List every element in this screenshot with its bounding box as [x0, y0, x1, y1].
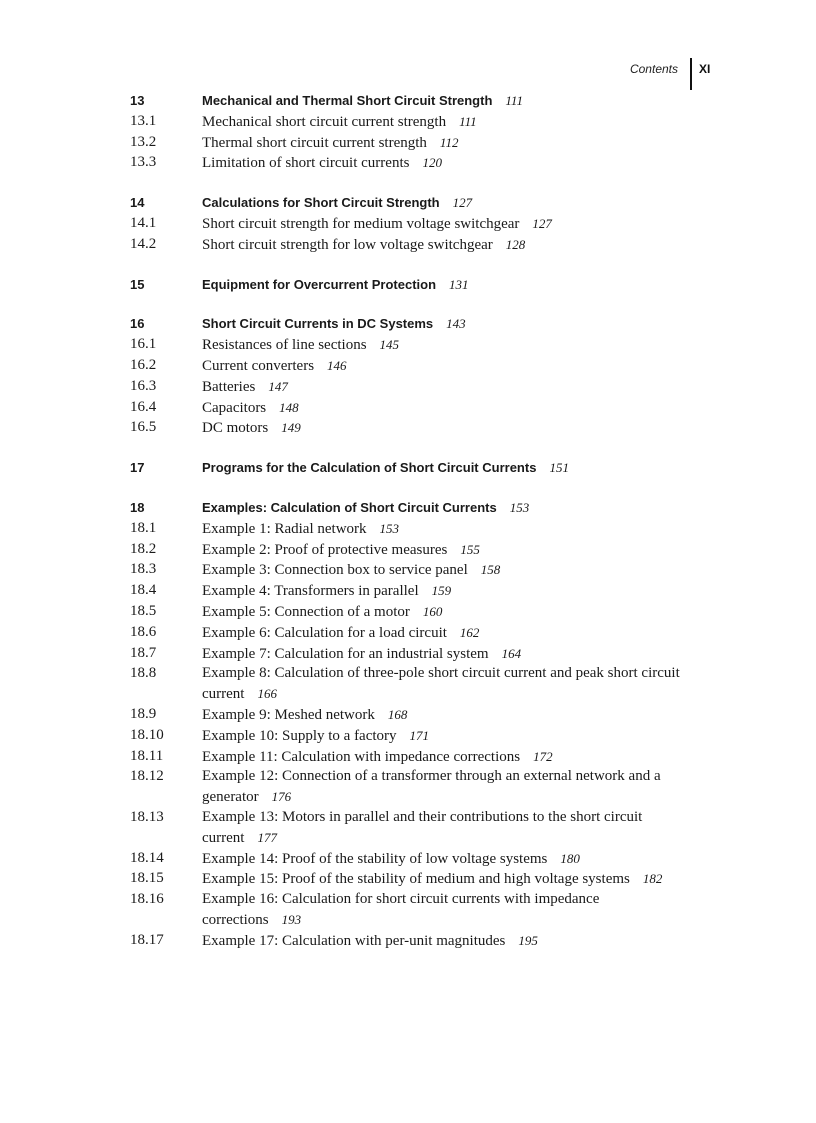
toc-section-entry[interactable] — [130, 112, 700, 133]
toc-chapter-block — [130, 498, 700, 952]
section-title: Short circuit strength for low voltage switchgear — [202, 236, 493, 253]
toc-section-entry[interactable] — [130, 808, 700, 849]
toc-chapter-heading[interactable] — [130, 314, 700, 335]
entry-body — [202, 623, 700, 644]
page-reference: 145 — [379, 337, 400, 353]
toc-section-entry[interactable] — [130, 849, 700, 870]
section-number: 16.1 — [130, 336, 157, 353]
toc-chapter-heading[interactable] — [130, 458, 700, 479]
toc-section-entry[interactable] — [130, 767, 700, 808]
toc-section-entry[interactable] — [130, 214, 700, 235]
section-title: Example 15: Proof of the stability of medium and high voltage systems — [202, 871, 630, 888]
section-title: Limitation of short circuit currents — [202, 155, 410, 172]
entry-body — [202, 808, 700, 849]
table-of-contents — [130, 91, 700, 970]
page-reference: 131 — [449, 276, 469, 292]
entry-body — [202, 560, 700, 581]
entry-body — [202, 581, 700, 602]
section-number: 16.3 — [130, 377, 157, 394]
section-number: 18.5 — [130, 602, 157, 619]
entry-body — [202, 133, 700, 154]
entry-body — [202, 540, 700, 561]
toc-section-entry[interactable] — [130, 664, 700, 705]
toc-section-entry[interactable] — [130, 890, 700, 931]
section-title: Current converters — [202, 357, 315, 374]
page-reference: 162 — [459, 624, 480, 640]
chapter-title: Examples: Calculation of Short Circuit Currents — [202, 499, 497, 515]
section-title: Example 8: Calculation of three-pole short circuit current and peak short circuit current — [202, 665, 680, 703]
page-reference: 158 — [480, 562, 501, 578]
entry-body — [202, 377, 700, 398]
section-title: Example 7: Calculation for an industrial system — [202, 645, 489, 662]
entry-body — [202, 275, 700, 296]
entry-body — [202, 91, 700, 112]
section-title: Example 16: Calculation for short circuit currents with impedance corrections — [202, 891, 600, 928]
section-number: 13.2 — [130, 133, 157, 150]
section-title: Example 1: Radial network — [202, 520, 367, 537]
section-number: 16.5 — [130, 419, 157, 436]
section-number: 18.3 — [130, 561, 157, 578]
entry-body — [202, 458, 700, 479]
toc-section-entry[interactable] — [130, 581, 700, 602]
running-head-label: Contents — [629, 62, 678, 76]
page-reference: 155 — [460, 541, 480, 557]
page-reference: 172 — [533, 748, 553, 764]
toc-section-entry[interactable] — [130, 133, 700, 154]
chapter-title: Short Circuit Currents in DC Systems — [202, 316, 434, 332]
page-reference: 112 — [439, 134, 459, 150]
toc-section-entry[interactable] — [130, 747, 700, 768]
section-number: 18.12 — [130, 768, 164, 785]
toc-chapter-heading[interactable] — [130, 193, 700, 214]
toc-chapter-heading[interactable] — [130, 91, 700, 112]
page-reference: 147 — [268, 378, 288, 394]
toc-section-entry[interactable] — [130, 153, 700, 174]
page-reference: 171 — [409, 727, 430, 743]
section-title: Thermal short circuit current strength — [202, 134, 427, 151]
toc-section-entry[interactable] — [130, 398, 700, 419]
toc-section-entry[interactable] — [130, 418, 700, 439]
toc-section-entry[interactable] — [130, 726, 700, 747]
section-title: Example 17: Calculation with per-unit magnitudes — [202, 932, 506, 949]
section-number: 18.2 — [130, 540, 157, 557]
toc-section-entry[interactable] — [130, 356, 700, 377]
chapter-number: 14 — [130, 195, 145, 211]
section-title: Example 3: Connection box to service panel — [202, 562, 468, 579]
page-reference: 111 — [459, 113, 477, 129]
chapter-number: 18 — [130, 499, 145, 515]
page-reference: 193 — [281, 911, 302, 927]
entry-body — [202, 498, 700, 519]
page-reference: 146 — [327, 357, 347, 373]
page-reference: 149 — [281, 420, 301, 436]
chapter-title: Equipment for Overcurrent Protection — [202, 276, 437, 292]
section-number: 13.1 — [130, 112, 157, 129]
chapter-number: 15 — [130, 276, 145, 292]
section-number: 18.13 — [130, 808, 164, 825]
section-title: Example 12: Connection of a transformer through an external network and a generator — [202, 768, 661, 806]
entry-body — [202, 398, 700, 419]
section-number: 18.17 — [130, 931, 164, 948]
entry-body — [202, 849, 700, 870]
page-reference: 164 — [501, 645, 522, 661]
page-reference: 153 — [509, 499, 530, 515]
entry-body — [202, 644, 700, 665]
entry-body — [202, 314, 700, 335]
page-reference: 180 — [560, 850, 580, 866]
toc-section-entry[interactable] — [130, 335, 700, 356]
section-number: 18.8 — [130, 665, 157, 682]
page-reference: 120 — [422, 155, 442, 171]
page-number: XI — [699, 62, 711, 76]
section-title: Example 13: Motors in parallel and their contributions to the short circuit current — [202, 808, 643, 846]
page-reference: 128 — [505, 236, 526, 252]
entry-body — [202, 356, 700, 377]
section-title: Example 6: Calculation for a load circuit — [202, 624, 447, 641]
section-title: Example 10: Supply to a factory — [202, 727, 397, 744]
toc-chapter-block — [130, 275, 700, 296]
toc-section-entry[interactable] — [130, 869, 700, 890]
toc-section-entry[interactable] — [130, 235, 700, 256]
toc-section-entry[interactable] — [130, 560, 700, 581]
toc-chapter-heading[interactable] — [130, 275, 700, 296]
entry-body — [202, 705, 700, 726]
section-title: Example 9: Meshed network — [202, 706, 375, 723]
toc-section-entry[interactable] — [130, 623, 700, 644]
page-reference: 151 — [549, 460, 569, 476]
toc-section-entry[interactable] — [130, 602, 700, 623]
section-number: 18.11 — [130, 747, 164, 764]
page-reference: 166 — [257, 686, 277, 702]
section-title: Batteries — [202, 378, 256, 395]
page-reference: 127 — [532, 215, 552, 231]
entry-body — [202, 747, 700, 768]
section-number: 14.2 — [130, 235, 157, 252]
entry-body — [202, 193, 700, 214]
toc-section-entry[interactable] — [130, 519, 700, 540]
toc-chapter-block — [130, 91, 700, 174]
section-title: Capacitors — [202, 399, 267, 416]
section-title: DC motors — [202, 420, 269, 437]
page-reference: 195 — [518, 932, 538, 948]
section-number: 18.14 — [130, 849, 164, 866]
entry-body — [202, 602, 700, 623]
chapter-title: Calculations for Short Circuit Strength — [202, 195, 440, 211]
section-title: Resistances of line sections — [202, 337, 367, 354]
entry-body — [202, 335, 700, 356]
toc-chapter-block — [130, 193, 700, 255]
page-reference: 182 — [642, 871, 663, 887]
toc-section-entry[interactable] — [130, 644, 700, 665]
entry-body — [202, 235, 700, 256]
section-number: 18.1 — [130, 519, 157, 536]
section-number: 14.1 — [130, 214, 157, 231]
entry-body — [202, 418, 700, 439]
running-head-rule — [690, 58, 692, 90]
section-title: Example 2: Proof of protective measures — [202, 541, 448, 558]
section-title: Short circuit strength for medium voltage switchgear — [202, 215, 520, 232]
toc-section-entry[interactable] — [130, 705, 700, 726]
section-number: 18.4 — [130, 582, 157, 599]
page-reference: 159 — [431, 583, 452, 599]
section-title: Example 4: Transformers in parallel — [202, 583, 419, 600]
section-number: 18.10 — [130, 726, 164, 743]
entry-body — [202, 153, 700, 174]
entry-body — [202, 767, 700, 808]
chapter-title: Mechanical and Thermal Short Circuit Strength — [202, 93, 493, 108]
section-title: Example 11: Calculation with impedance corrections — [202, 748, 521, 765]
entry-body — [202, 869, 700, 890]
entry-body — [202, 890, 700, 931]
section-number: 18.9 — [130, 705, 157, 722]
entry-body — [202, 519, 700, 540]
section-number: 18.16 — [130, 891, 164, 908]
page-reference: 176 — [271, 789, 292, 805]
page-reference: 160 — [422, 603, 443, 619]
section-number: 18.15 — [130, 870, 164, 887]
toc-section-entry[interactable] — [130, 377, 700, 398]
chapter-title: Programs for the Calculation of Short Circuit Currents — [202, 460, 537, 476]
entry-body — [202, 664, 700, 705]
entry-body — [202, 214, 700, 235]
section-number: 16.4 — [130, 398, 157, 415]
entry-body — [202, 112, 700, 133]
page-reference: 153 — [379, 520, 400, 536]
section-number: 18.6 — [130, 623, 157, 640]
page-reference: 148 — [279, 399, 299, 415]
page-reference: 111 — [505, 93, 523, 108]
running-head — [560, 58, 712, 90]
toc-chapter-block — [130, 314, 700, 439]
page-reference: 143 — [446, 316, 466, 332]
chapter-number: 17 — [130, 460, 145, 476]
section-number: 16.2 — [130, 356, 157, 373]
section-number: 18.7 — [130, 644, 157, 661]
chapter-number: 16 — [130, 316, 145, 332]
section-title: Mechanical short circuit current strength — [202, 113, 447, 130]
section-number: 13.3 — [130, 154, 157, 171]
page-reference: 168 — [387, 706, 408, 722]
section-title: Example 14: Proof of the stability of low voltage systems — [202, 850, 548, 867]
entry-body — [202, 726, 700, 747]
section-title: Example 5: Connection of a motor — [202, 603, 410, 620]
toc-section-entry[interactable] — [130, 931, 700, 952]
toc-section-entry[interactable] — [130, 540, 700, 561]
page-reference: 127 — [452, 195, 473, 211]
toc-chapter-heading[interactable] — [130, 498, 700, 519]
toc-chapter-block — [130, 458, 700, 479]
page-reference: 177 — [257, 829, 277, 845]
chapter-number: 13 — [130, 93, 145, 108]
entry-body — [202, 931, 700, 952]
